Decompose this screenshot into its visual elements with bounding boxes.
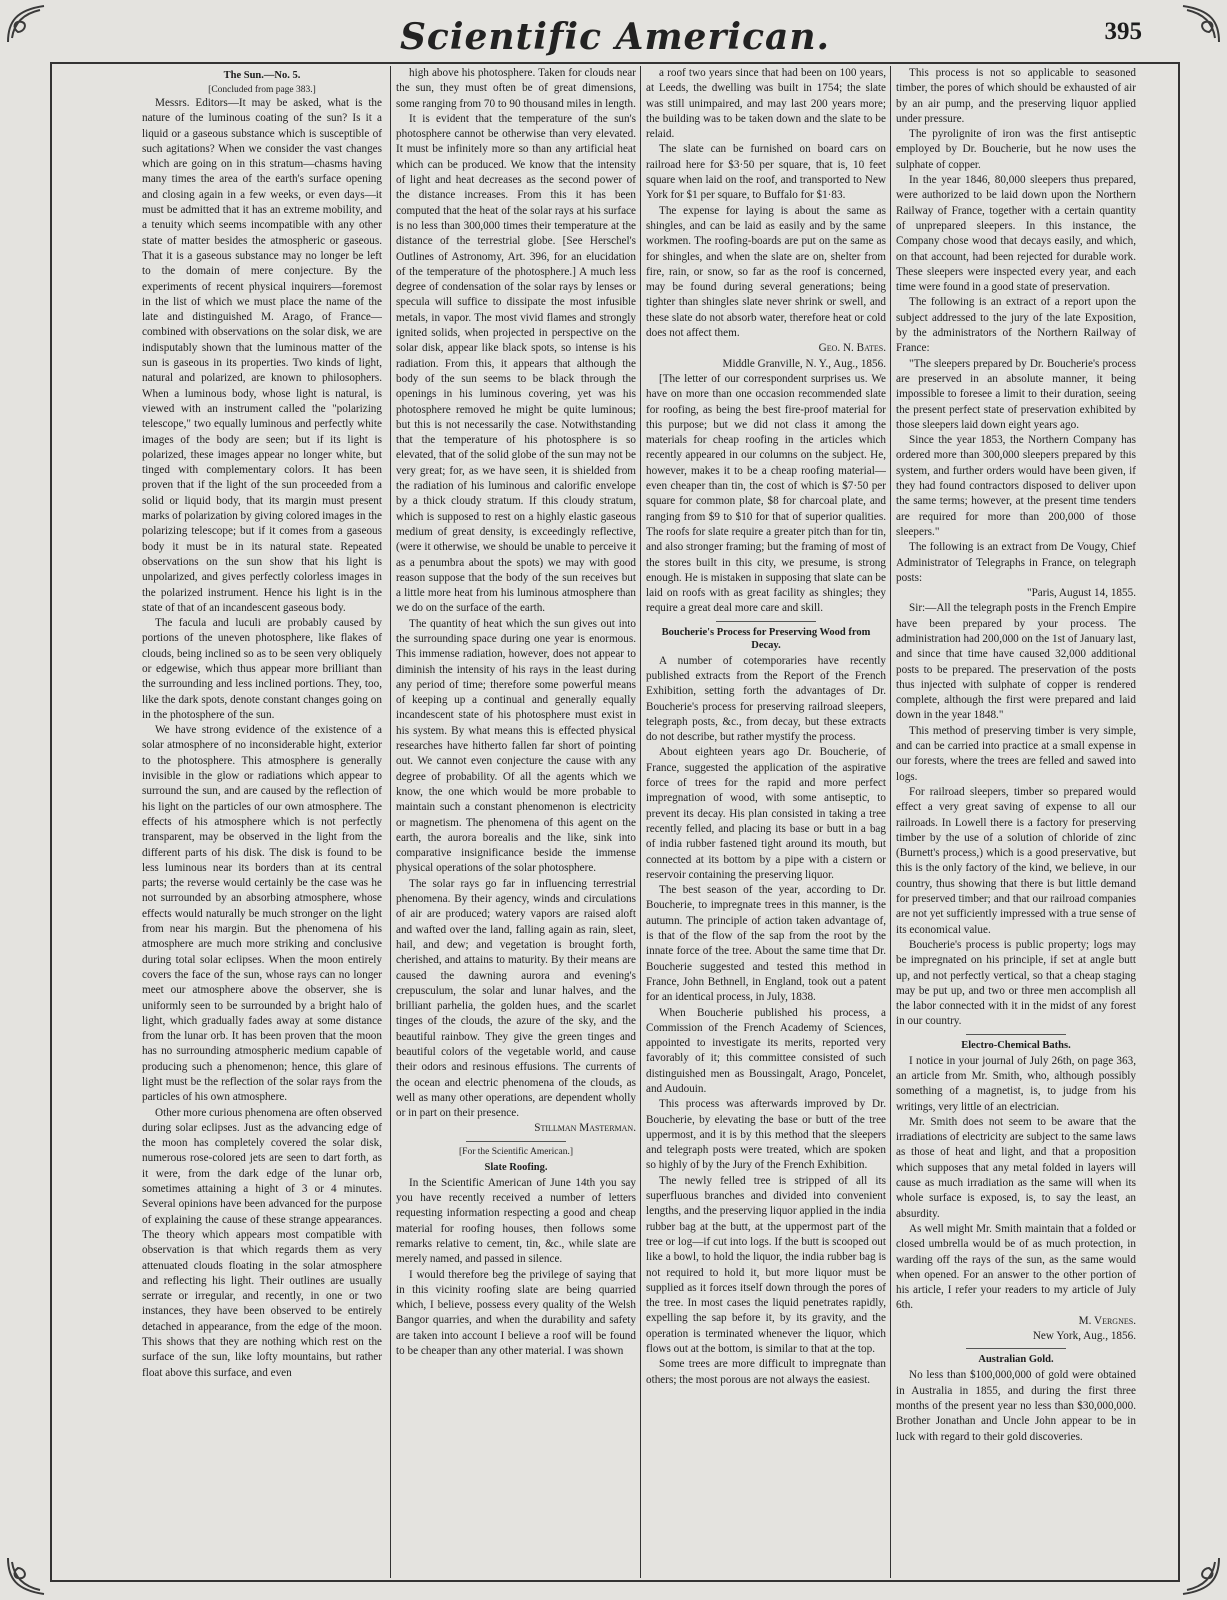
corner-ornament-icon: [4, 2, 48, 46]
dateline: "Paris, August 14, 1855.: [1027, 587, 1136, 600]
paragraph: As well might Mr. Smith maintain that a folded or closed umbrella would be of as much protection, in warding off the rays of the sun, as the same would when opened. For an answer to the other portion of his article, I refer your readers to my article of July 6th.: [896, 1222, 1136, 1312]
paragraph: The slate can be furnished on board cars on railroad here for $3·50 per square, that is, 10 feet square when laid on the roof, and transported to New York for $1 per square, to Buffalo for $1·83.: [646, 143, 886, 202]
paragraph: In the Scientific American of June 14th you say you have recently received a number of letters requesting information respecting a good and cheap material for roofing houses, then follows some remarks relative to cement, tin, &c., while slate are merely named, and passed in silence.: [396, 1176, 636, 1266]
paragraph: The expense for laying is about the same as shingles, and can be laid as easily and by the same workmen. The roofing-boards are put on the same as for shingles, and when the slate are on, shelter from fire, rain, or snow, so far as the roof is concerned, may be found during several generations; being tighter than shingles slate never shrink or swell, and these slate do not absorb water, therefore heat or cold does not affect them.: [646, 204, 886, 340]
paragraph: Messrs. Editors—It may be asked, what is the nature of the luminous coating of the sun? Is it a liquid or a gaseous substance which is susceptible of such agitations? When we consider the vast changes which are going on in this stratum—chasms having many times the area of the earth's surface opening and closing again in a few weeks, or even days—it must be admitted that it has an extreme mobility, and a tenuity which seems incompatible with any other state of matter besides the atmospheric or gaseous. That it is a gaseous substance may no longer be left to the domain of mere conjecture. By the experiments of recent physical inquirers—foremost in the list of which we must place the name of the late and distinguished M. Arago, of France—combined with observations on the solar disk, we are indisputably shown that the luminous matter of the sun is gaseous in its properties. Two kinds of light, natural and polarized, are known to philosophers. When a luminous body, whose light is natural, is viewed with an instrument called the "polarizing telescope," two equally luminous and perfectly white images of the body are seen; but if its light is polarized, these images appear no longer white, but tinged with complementary colors. It has been proven that if the light of the sun proceeded from a solid or liquid body, that its margin must present marks of polarization by giving colored images in the polarizing telescope; but if it comes from a gaseous body it must be in its natural state. Repeated observations on the sun show that his light is unpolarized, and gives perfectly colorless images in the polarized instrument. Hence his light is in the state of that of an incandescent gaseous body.: [142, 97, 382, 614]
paragraph: A number of cotemporaries have recently published extracts from the Report of the French Exhibition, setting forth the advantages of Dr. Boucherie's process for preserving railroad sleepers, telegraph posts, &c., from decay, but these extracts do not describe, but rather mystify the process.: [646, 654, 886, 744]
paragraph: Mr. Smith does not seem to be aware that the irradiations of electricity are subject to the same laws as those of heat and light, and that a proposition which supposes that any metal folded in layers will cause as much irradiation as the same will when its whole surface is exposed, is, to say the least, an absurdity.: [896, 1115, 1136, 1220]
article-heading: Australian Gold.: [978, 1354, 1054, 1366]
paragraph: The pyrolignite of iron was the first antiseptic employed by Dr. Boucherie, but he now uses the sulphate of copper.: [896, 128, 1136, 171]
section-divider: [966, 1034, 1066, 1035]
paragraph: No less than $100,000,000 of gold were obtained in Australia in 1855, and during the first three months of the present year no less than $30,000,000. Brother Jonathan and Uncle John appear to be in luck with regard to their gold discoveries.: [896, 1369, 1136, 1443]
column-4: [896, 66, 1136, 1578]
paragraph: We have strong evidence of the existence of a solar atmosphere of no inconsiderable hight, exterior to the photosphere. This atmosphere is generally invisible in the glow or radiations which appear to surround the sun, and are caused by the reflection of his light on the particles of our own atmosphere. The effects of his atmosphere which is not perfectly transparent, may be observed in the light from the different parts of his disk. The disk is found to be less luminous near its borders than at its central parts; the reverse would certainly be the case was he not surrounded by an absorbing atmosphere, whose effects would naturally be much stronger on the light from near his margin. But the phenomena of his atmosphere are much more striking and conclusive during total solar eclipses. When the moon entirely covers the face of the sun, whose rays can no longer meet our atmosphere above the observer, she is uniformly seen to be surrounded by a bright halo of light, which gradually fades away at some distance from the lunar orb. It has been proven that the moon has no surrounding atmospheric medium capable of producing such a phenomenon; hence, this glare of light must be the reflection of the solar rays from the particles of his own atmosphere.: [142, 724, 382, 1104]
paragraph: Some trees are more difficult to impregnate than others; the most porous are not always the easiest.: [646, 1358, 886, 1386]
paragraph: The newly felled tree is stripped of all its superfluous branches and divided into convenient lengths, and the preserving liquor applied in the india rubber bag at the butt, at the uppermost part of the tree or log—if cut into logs. If the butt is scooped out like a bowl, to hold the liquor, the india rubber bag is not required to hold it, but more liquor must be supplied as it forces itself down through the pores of the tree. In most cases the liquid penetrates rapidly, expelling the sap before it, by its gravity, and the operation is terminated whenever the liquor, which flows out at the bottom, is similar to that at the top.: [646, 1174, 886, 1356]
paragraph: Other more curious phenomena are often observed during solar eclipses. Just as the advancing edge of the moon has completely covered the solar disk, numerous rose-colored jets are seen to dart forth, as it were, from the dark edge of the lunar orb, sometimes attaining a hight of 3 or 4 minutes. Several opinions have been advanced for the purpose of explaining the cause of these strange appearances. The theory which appears most compatible with observation is that which regards them as very attenuated clouds floating in the solar atmosphere and reflecting his light. Their outlines are usually serrate or irregular, and recently, in one or two instances, they have been observed to be entirely detached in appearance, from the edge of the moon. This shows that they are nothing which rest on the surface of the sun, like lofty mountains, but rather float above this surface, and even: [142, 1106, 382, 1379]
article-heading: Electro-Chemical Baths.: [961, 1039, 1071, 1051]
paragraph: About eighteen years ago Dr. Boucherie, of France, suggested the application of the aspirative force of trees for the rapid and more perfect impregnation of wood, with some antiseptic, to prevent its decay. His plan consisted in taking a tree recently felled, and placing its base or butt in a bag of india rubber fastened tight around its mouth, but connected at its bottom by a pipe with a cistern or reservoir containing the preserving liquor.: [646, 746, 886, 881]
paragraph: [The letter of our correspondent surprises us. We have on more than one occasion recommended slate for roofing, as being the best fire-proof material for this purpose; but we did not class it among the materials for cheap roofing in the articles which recently appeared in our columns on the subject. He, however, makes it to be a cheap roofing material—even cheaper than tin, the cost of which is $7·50 per square for common plate, $8 for charcoal plate, and ranging from $9 to $10 for that of superior qualities. The roofs for slate require a greater pitch than for tin, and also stronger framing; but the framing of most of the stores built in this city, we presume, is strong enough. He is mistaken in supposing that slate can be laid on roofs with as great facility as shingles; they require a great deal more care and skill.: [646, 372, 886, 615]
paragraph: This method of preserving timber is very simple, and can be carried into practice at a small expense in our forests, where the trees are felled and sawed into logs.: [896, 724, 1136, 783]
article-heading: The Sun.—No. 5.: [223, 70, 301, 81]
paragraph: The quantity of heat which the sun gives out into the surrounding space during one year is enormous. This immense radiation, however, does not appear to diminish the intensity of his rays in the least during any period of time; therefore some powerful means of keeping up a continual and generally equally incandescent state of his photosphere must exist in his system. By what means this is effected physical researches have hitherto fallen far short of pointing out. We cannot even conjecture the cause with any degree of probability. Of all the agents which we know, the one which would be more probable to maintain such a constant phenomenon is electricity or magnetism. The phenomena of this agent on the earth, the aurora borealis and the like, sink into comparative insignificance beside the immense physical operations of the solar photosphere.: [396, 617, 636, 875]
signature: M. Vergnes.: [1078, 1314, 1136, 1327]
paragraph: Sir:—All the telegraph posts in the French Empire have been prepared by your process. The administration had 200,000 on the 1st of January last, and since that time have caused 32,000 additional posts to be prepared. The preservation of the posts thus injected with sulphate of copper is rendered complete, although the first were prepared and laid down in the year 1848.": [896, 602, 1136, 722]
column-2: [396, 66, 636, 1578]
masthead-title: Scientific American.: [399, 16, 831, 58]
corner-ornament-icon: [1179, 2, 1223, 46]
header-rule: [50, 62, 1180, 64]
page-number: 395: [1104, 18, 1142, 45]
signature: Stillman Masterman.: [534, 1122, 636, 1135]
column-rule: [390, 66, 391, 1578]
article-subheading: [Concluded from page 383.]: [208, 85, 316, 95]
paragraph: In the year 1846, 80,000 sleepers thus prepared, were authorized to be laid down upon the Northern Railway of France, together with a certain quantity of unprepared sleepers. In this instance, the Company chose wood that decays easily, and which, on that account, had been rejected for durable work. These sleepers were inspected every year, and each time were found in a good state of preservation.: [896, 174, 1136, 294]
paragraph: The following is an extract of a report upon the subject addressed to the jury of the late Exposition, by the administrators of the Northern Railway of France:: [896, 296, 1136, 355]
paragraph: Boucherie's process is public property; logs may be impregnated on his principle, if set at angle butt up, and not perfectly vertical, so that a cheap staging may be put up, and two or three men accomplish all the labor connected with it in the midst of any forest in our country.: [896, 938, 1136, 1028]
column-rule: [890, 66, 891, 1578]
border-rule-right: [1178, 62, 1180, 1582]
paragraph: This process was afterwards improved by Dr. Boucherie, by elevating the base or butt of the tree uppermost, and it is by this method that the sleepers and telegraph posts were treated, which are spoken so highly of by the Jury of the French Exhibition.: [646, 1098, 886, 1172]
article-subheading: [For the Scientific American.]: [459, 1146, 573, 1157]
paragraph: The facula and luculi are probably caused by portions of the uneven photosphere, like flakes of clouds, being inclined so as to be seen very obliquely or edgewise, which thus appear more brilliant than the surrounding and less inclined portions. They, too, like the dark spots, denote constant changes going on in the photosphere of the sun.: [142, 617, 382, 721]
column-3: [646, 66, 886, 1578]
corner-ornament-icon: [1179, 1554, 1223, 1598]
section-divider: [716, 621, 816, 622]
paragraph: The solar rays go far in influencing terrestrial phenomena. By their agency, winds and circulations of air are produced; watery vapors are raised aloft and wafted over the land, falling again as rain, sleet, hail, and dew; and vegetation is brought forth, cherished, and attains to maturity. By their means are caused the dawning aurora and evening's crepusculum, the solar and lunar halves, and the brilliant parhelia, the golden hues, and the scarlet tinges of the clouds, the azure of the sky, and the beautiful rainbow. They give the green tinges and beautiful colors of the vegetable world, and cause their odors and resinous effusions. The currents of the ocean and electric phenomena of the clouds, as well as many other operations, are dependent wholly or in part on their presence.: [396, 877, 636, 1120]
column-rule: [640, 66, 641, 1578]
paragraph: For railroad sleepers, timber so prepared would effect a very great saving of expense to all our railroads. In Lowell there is a factory for preserving timber by the use of a solution of chloride of zinc (Burnett's process,) which is a good preservative, but this is the only factory of the kind, we believe, in our country, thus showing that there is but little demand for preserved timber; and that our railroad companies are not yet sufficiently impressed with a true sense of its economical value.: [896, 785, 1136, 936]
column-1: [142, 66, 382, 1578]
paragraph: a roof two years since that had been on 100 years, at Leeds, the dwelling was built in 1754; the slate was still unimpaired, and may last 200 years more; the building was to be taken down and the slate to be relaid.: [646, 67, 886, 141]
paragraph: It is evident that the temperature of the sun's photosphere cannot be otherwise than very elevated. It must be infinitely more so than any artificial heat which can be produced. We know that the intensity of light and heat decreases as the second power of the distance increases. From this it has been computed that the heat of the solar rays at his surface is no less than 300,000 times their temperature at the distance of the terrestrial globe. [See Herschel's Outlines of Astronomy, Art. 396, for an elucidation of the temperature of the photosphere.] A much less degree of condensation of the solar rays by lenses or specula will suffice to dissipate the most infusible metals, in vapor. The most vivid flames and strongly ignited solids, when projected in perspective on the solar disk, appear like black spots, so intense is his radiation. From this, it appears that although the body of the sun seems to be black through the openings in his luminous covering, yet was his photosphere removed he might be quite luminous; but this is not necessarily the case. Notwithstanding that the temperature of his photosphere is so elevated, that of the solid globe of the sun may not be very great; for, as we have seen, it is shielded from the radiation of his luminous and calorific envelope by a thick cloudy stratum. If this cloudy stratum, which is supposed to rest on a highly elastic gaseous medium of great density, is exceedingly reflective, (were it otherwise, we should be unable to perceive it as a penumbra about the spots) we may with good reason suppose that the body of the sun receives but a little more heat from his luminous atmosphere than we do on the surface of the earth.: [396, 112, 636, 615]
corner-ornament-icon: [4, 1554, 48, 1598]
masthead: [130, 8, 1142, 62]
article-heading: Slate Roofing.: [484, 1161, 548, 1173]
section-divider: [466, 1141, 566, 1142]
paragraph: high above his photosphere. Taken for clouds near the sun, they must often be of great dimensions, some ranging from 70 to 90 thousand miles in length.: [396, 67, 636, 110]
paragraph: The best season of the year, according to Dr. Boucherie, to impregnate trees in this manner, is the autumn. The principle of action taken advantage of, is that of the flow of the sap from the root by the innate force of the tree. About the same time that Dr. Boucherie suggested and tested this method in France, John Bethnell, in England, took out a patent for an identical process, in July, 1838.: [646, 884, 886, 1004]
article-heading: Boucherie's Process for Preserving Wood from Decay.: [661, 626, 871, 651]
dateline: Middle Granville, N. Y., Aug., 1856.: [722, 357, 886, 370]
paragraph: This process is not so applicable to seasoned timber, the pores of which should be exhausted of air by an air pump, and the preserving liquor applied under pressure.: [896, 67, 1136, 125]
section-divider: [966, 1348, 1066, 1349]
paragraph: Since the year 1853, the Northern Company has ordered more than 300,000 sleepers prepared by this system, and further orders would have been given, if they had found contractors disposed to deliver upon the same terms; however, at the present time tenders are required for more than 200,000 of those sleepers.": [896, 434, 1136, 538]
border-rule-left: [50, 62, 52, 1582]
paragraph: I would therefore beg the privilege of saying that in this vicinity roofing slate are being quarried which, I believe, possess every quality of the Welsh Bangor quarries, and when the durability and safety are taken into account I believe a roof will be found to be cheaper than any other material. I was shown: [396, 1268, 636, 1358]
paragraph: I notice in your journal of July 26th, on page 363, an article from Mr. Smith, who, although possibly something of a magnetist, is, to judge from his writings, very little of an electrician.: [896, 1054, 1136, 1113]
paragraph: When Boucherie published his process, a Commission of the French Academy of Sciences, appointed to investigate its merits, reported very favorably of it; this committee consisted of such distinguished men as Boussingalt, Arago, Poncelet, and Audouin.: [646, 1006, 886, 1095]
dateline: New York, Aug., 1856.: [1032, 1330, 1136, 1343]
footer-rule: [50, 1580, 1180, 1582]
signature: Geo. N. Bates.: [818, 342, 886, 355]
paragraph: "The sleepers prepared by Dr. Boucherie's process are preserved in an absolute manner, it being impossible to foresee a limit to their duration, seeing the present perfect state of preservation exhibited by those sleepers laid down eight years ago.: [896, 357, 1136, 431]
paragraph: The following is an extract from De Vougy, Chief Administrator of Telegraphs in France, on telegraph posts:: [896, 541, 1136, 584]
